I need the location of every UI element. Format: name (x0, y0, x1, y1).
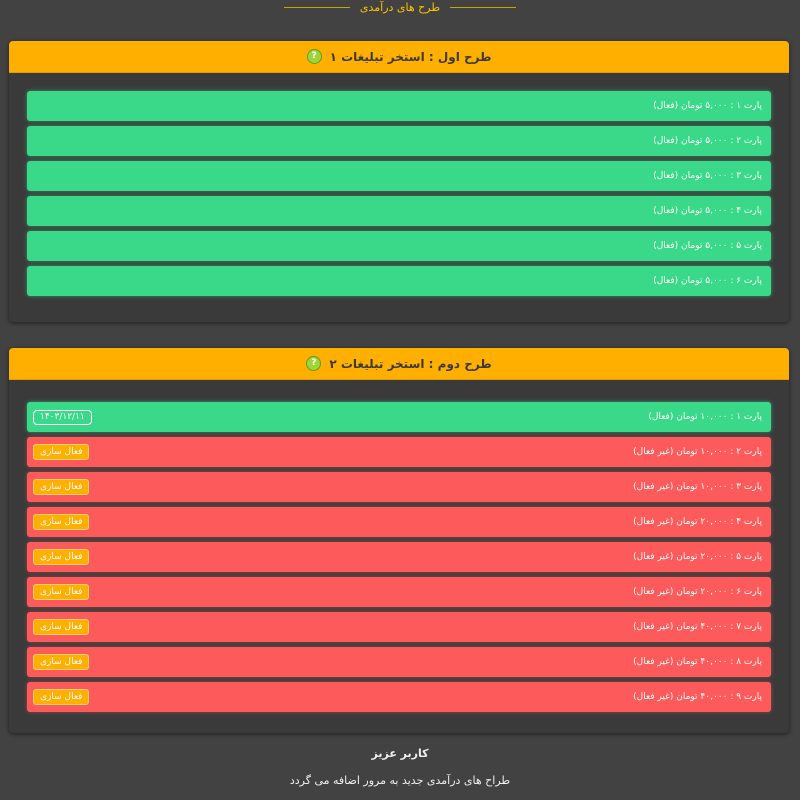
footer-note: طراح های درآمدی جدید به مرور اضافه می گردد (289, 774, 511, 787)
part-row-active (27, 126, 771, 156)
part-row-inactive (27, 682, 771, 712)
title-divider-left (284, 7, 350, 8)
part-label: پارت ۱ : ۱۰,۰۰۰ تومان (فعال) (648, 412, 762, 422)
plan-parts-list-1 (9, 73, 789, 296)
part-row-active (27, 196, 771, 226)
part-row-inactive (27, 612, 771, 642)
activation-date-badge: ۱۴۰۳/۱۲/۱۱ (33, 410, 92, 425)
part-label: پارت ۲ : ۱۰,۰۰۰ تومان (غیر فعال) (633, 447, 762, 457)
part-label: پارت ۹ : ۴۰,۰۰۰ تومان (غیر فعال) (633, 692, 762, 702)
footer (0, 745, 800, 787)
page-title: طرح های درآمدی (359, 0, 441, 14)
part-label: پارت ۳ : ۵,۰۰۰ تومان (فعال) (653, 171, 762, 181)
activate-button[interactable]: فعال سازی (33, 549, 89, 565)
question-icon[interactable]: ? (307, 49, 322, 64)
part-label: پارت ۱ : ۵,۰۰۰ تومان (فعال) (653, 101, 762, 111)
plan-header-2 (9, 348, 789, 380)
title-divider-right (450, 7, 516, 8)
part-row-active (27, 266, 771, 296)
page-title-row (0, 0, 800, 14)
part-row-inactive (27, 542, 771, 572)
part-row-active (27, 402, 771, 432)
plan-parts-list-2 (9, 380, 789, 712)
part-label: پارت ۲ : ۵,۰۰۰ تومان (فعال) (653, 136, 762, 146)
plan-panel-1 (9, 41, 789, 322)
activate-button[interactable]: فعال سازی (33, 619, 89, 635)
part-row-inactive (27, 472, 771, 502)
part-row-active (27, 231, 771, 261)
part-label: پارت ۳ : ۱۰,۰۰۰ تومان (غیر فعال) (633, 482, 762, 492)
part-label: پارت ۵ : ۲۰,۰۰۰ تومان (غیر فعال) (633, 552, 762, 562)
activate-button[interactable]: فعال سازی (33, 584, 89, 600)
part-label: پارت ۴ : ۵,۰۰۰ تومان (فعال) (653, 206, 762, 216)
part-label: پارت ۶ : ۵,۰۰۰ تومان (فعال) (653, 276, 762, 286)
question-icon[interactable]: ? (306, 356, 321, 371)
part-label: پارت ۵ : ۵,۰۰۰ تومان (فعال) (653, 241, 762, 251)
plan-header-1 (9, 41, 789, 73)
part-row-inactive (27, 437, 771, 467)
plan-panel-2 (9, 348, 789, 733)
part-row-inactive (27, 647, 771, 677)
plan-title-2: طرح دوم : استخر تبلیغات ۲ (329, 356, 492, 371)
activate-button[interactable]: فعال سازی (33, 689, 89, 705)
part-label: پارت ۶ : ۲۰,۰۰۰ تومان (غیر فعال) (633, 587, 762, 597)
part-row-inactive (27, 577, 771, 607)
part-label: پارت ۴ : ۲۰,۰۰۰ تومان (غیر فعال) (633, 517, 762, 527)
footer-heading: کاربر عزیز (371, 747, 429, 760)
activate-button[interactable]: فعال سازی (33, 479, 89, 495)
part-label: پارت ۸ : ۴۰,۰۰۰ تومان (غیر فعال) (633, 657, 762, 667)
activate-button[interactable]: فعال سازی (33, 444, 89, 460)
plan-title-1: طرح اول : استخر تبلیغات ۱ (329, 49, 492, 64)
activate-button[interactable]: فعال سازی (33, 654, 89, 670)
part-row-active (27, 161, 771, 191)
part-row-inactive (27, 507, 771, 537)
part-label: پارت ۷ : ۴۰,۰۰۰ تومان (غیر فعال) (633, 622, 762, 632)
activate-button[interactable]: فعال سازی (33, 514, 89, 530)
part-row-active (27, 91, 771, 121)
